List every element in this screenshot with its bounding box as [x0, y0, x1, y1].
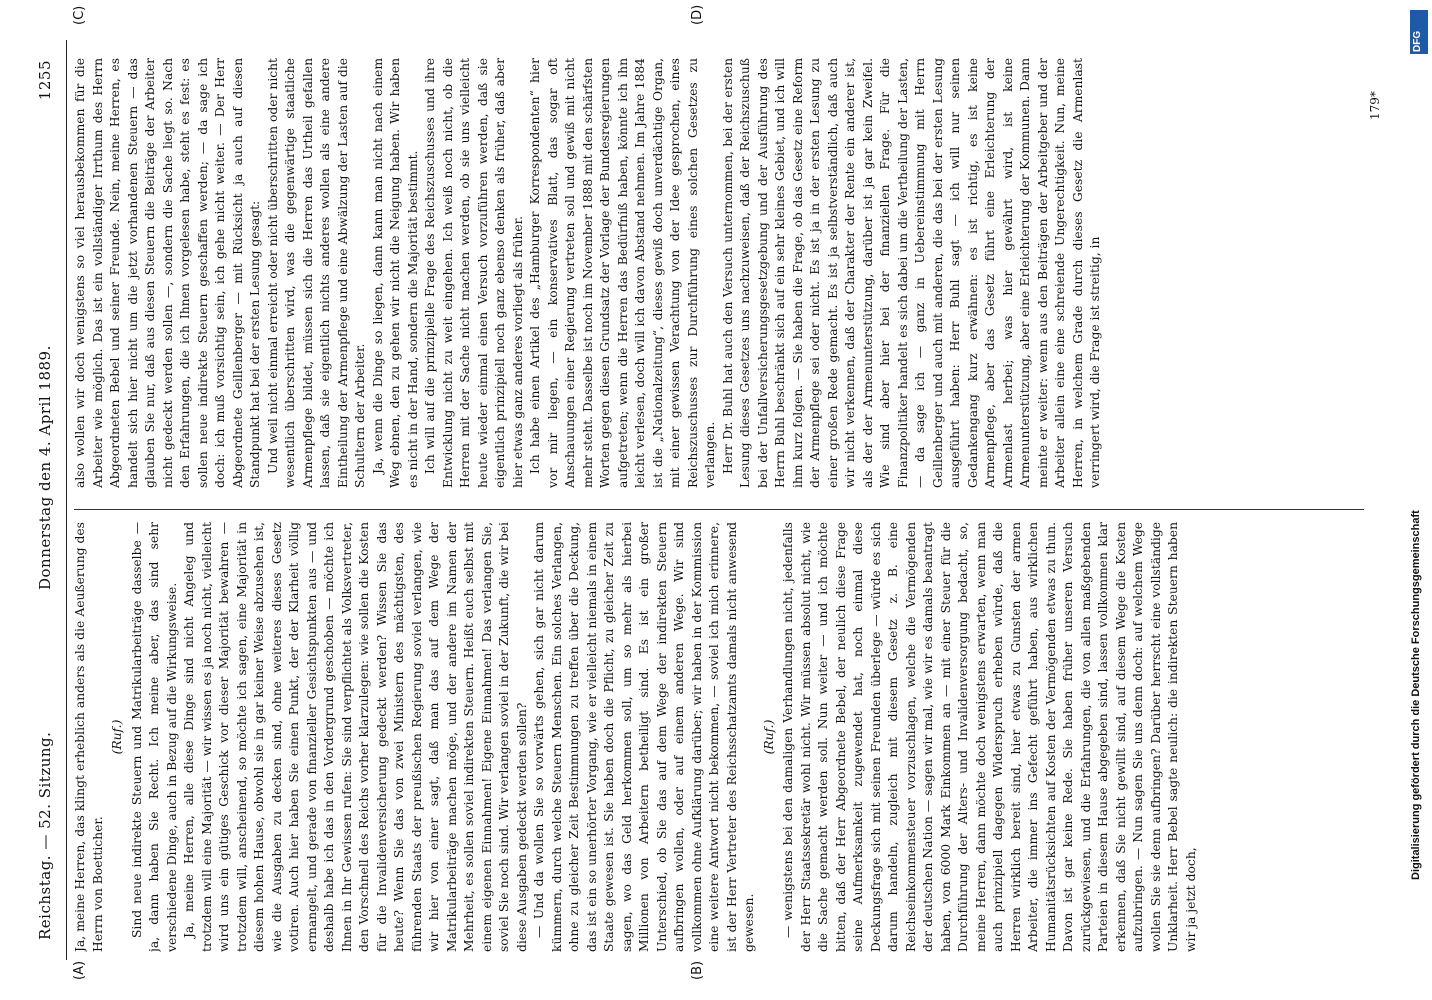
interjection: (Ruf.): [761, 719, 776, 755]
margin-marker-a: (A): [72, 960, 87, 980]
paragraph: — Und da wollen Sie so vorwärts gehen, sich gar nicht darum kümmern, durch welche Steuern Menschen. Ein solches Verlangen, ohne zu gleicher Zeit Bestimmungen zu treffen über die Deckung, das ist ein so unerhörter Vorgang, wie er vielleicht niemals in einem Staate gewesen ist. Sie haben doch die Pflicht, zu gleicher Zeit zu sagen, wo das Geld herkommen soll, um so mehr als hierbei Millionen von Arbeitern betheiligt sind. Es ist ein großer Unterschied, ob Sie das auf dem Wege der indirekten Steuern aufbringen wollen, oder auf einem anderen Wege. Wir sind vollkommen ohne Aufklärung darüber; wir haben in der Kommission eine weitere Antwort nicht bekommen, — soviel ich mich erinnere, ist der Herr Vertreter des Reichsschatzamts damals nicht anwesend gewesen.: [532, 522, 756, 952]
digitization-credit: [1410, 120, 1426, 880]
page-number: 1255: [36, 60, 54, 101]
paragraph: also wollen wir doch wenigstens so viel herausbekommen für die Arbeiter wie möglich. Das ist ein vollständiger Irrthum des Herrn Abgeordneten Bebel und seiner Freunde. Nein, meine Herren, es handelt sich hier nicht um die jetzt vorhandenen Steuern — das glauben Sie nur, daß aus diesen Steuern die Beiträge der Arbeiter nicht gedeckt werden sollen —, sondern die Sache liegt so. Nach den Erfahrungen, die ich Ihnen vorgelesen habe, steht es fest: es sollen neue indirekte Steuern geschaffen werden; — da sage ich doch: ich muß vorsichtig sein, ich gehe nicht weiter. — Der Herr Abgeordnete Geillenberger — mit Rücksicht ja auch auf diesen Standpunkt hat bei der ersten Lesung gesagt:: [73, 58, 262, 488]
margin-marker-b: (B): [690, 960, 705, 980]
left-column: [72, 522, 1362, 952]
paragraph: Ja, meine Herren, alle diese Dinge sind nicht Angeleg und trotzdem will eine Majorität — wir wissen es ja noch nicht, vielleicht wird uns ein gütiges Geschick vor dieser Majorität bewahren — trotzdem will, anscheinend, so möchte ich sagen, eine Majorität in diesem hohen Hause, obwohl sie in gar keiner Weise abzusehen ist, wie die Ausgaben zu decken sind, ohne weiteres dieses Gesetz votiren. Auch hier haben Sie einen Punkt, der der Klarheit völlig ermangelt, und gerade von finanzieller Gesichtspunkten aus — und deshalb habe ich das in den Vordergrund geschoben — möchte ich Ihnen in Ihr Gewissen rufen: Sie sind verpflichtet als Volksvertreter, den Vorschnell des Reichs vorher klarzulegen: wie sollen die Kosten für die Invalidenversicherung gedeckt werden? Wissen Sie das heute? Wenn Sie das von zwei Ministern des mächtigsten, des führenden Staats der preußischen Regierung soviel verlangen, wie wir hier von einer sagt, daß man das auf dem Wege der Matrikularbeiträge machen möge, und der andere im Namen der Mehrheit, es sollen soviel indirekten Steuern. Heißt euch selbst mit einem eigenen Einnahmen! Eigene Einnahmen! Das verlangen Sie, soviel Sie noch sind. Wir verlangen soviel in der Zukunft, die wir bei diese Ausgaben gedeckt werden sollen?: [182, 522, 529, 952]
paragraph: Sind neue indirekte Steuern und Matrikularbeiträge dasselbe — ja, dann haben Sie Recht. Ich meine aber, das sind sehr verschiedene Dinge, auch in Bezug auf die Wirkungsweise.: [129, 522, 179, 952]
paragraph: Ich habe einen Artikel des „Hamburger Korrespondenten“ hier vor mir liegen, — ein konservatives Blatt, das sogar oft Anschauungen einer Regierung vertreten soll und gewiß mit nicht mehr steht. Dasselbe ist noch im November 1888 mit den schärfsten Worten gegen diesen Grundsatz der Vorlage der Bundesregierungen aufgetreten; wenn die Herren das Bedürfniß haben, könnte ich ihn leicht verlesen, doch will ich davon Abstand nehmen. Im Jahre 1884 ist die „Nationalzeitung“, dieses gewiß doch unverdächtige Organ, mit einer gewissen Verachtung von der Idee gesprochen, eines Reichszuschusses zur Durchführung eines solchen Gesetzes zu verlangen.: [528, 58, 717, 488]
header-left: Reichstag. — 52. Sitzung.: [36, 731, 54, 940]
margin-marker-c: (C): [72, 5, 87, 25]
margin-marker-d: (D): [690, 4, 705, 25]
paragraph: Ich will auf die prinzipielle Frage des Reichszuschusses und ihre Entwicklung nicht zu weit eingehen. Ich weiß noch nicht, ob die Herren mit der Sache nicht machen werden, ob sie uns vielleicht heute wieder einmal einen Versuch vorzuführen werden, daß sie eigentlich prinzipiell noch ganz ebenso denken als früher, daß aber hier etwas ganz anderes vorliegt als früher.: [423, 58, 525, 488]
header-rule: [66, 40, 67, 960]
paragraph: Ja, wenn die Dinge so liegen, dann kann man nicht nach einem Weg ebnen, den zu gehen wir nicht die Neigung haben. Wir haben es nicht in der Hand, sondern die Majorität bestimmt.: [370, 58, 420, 488]
paragraph: Ja, meine Herren, das klingt erheblich anders als die Aeußerung des Herrn von Boetticher.: [73, 522, 105, 952]
header-date: Donnerstag den 4. April 1889.: [36, 345, 54, 590]
paragraph: Herr Dr. Buhl hat auch den Versuch unternommen, bei der ersten Lesung dieses Gesetzes uns nachzuweisen, daß der Reichszuschuß bei der Unfallversicherungsgesetzgebung und der Ausführung des Herrn Buhl beschränkt sich auf ein sehr kleines Gebiet, und ich will ihm kurz folgen. — Sie haben die Frage, ob das Gesetz eine Reform der Armenpflege sei oder nicht. Es ist ja in der ersten Lesung zu einer großen Rede gemacht. Es ist ja selbstverständlich, daß auch wir nicht verkennen, daß der Charakter der Rente ein anderer ist, als der der Armenunterstützung, darüber ist ja gar kein Zweifel. Wie sind aber hier bei der finanziellen Frage. Für die Finanzpolitiker handelt es sich dabei um die Vertheilung der Lasten, — da sage ich — ganz in Uebereinstimmung mit Herrn Geillenberger und auch mit anderen, die das bei der ersten Lesung ausgeführt haben: Herr Buhl sagt — ich will nur seinen Gedankengang kurz erwähnen: es ist richtig, es ist keine Armenpflege, aber das Gesetz führt eine Erleichterung der Armenlast herbei; was hier gewährt wird, ist keine Armenunterstützung, aber eine Erleichterung der Kommunen. Dann meinte er weiter: wenn aus den Beiträgen der Arbeitgeber und der Arbeiter allein eine eine schreiende Ungerechtigkeit. Nun, meine Herren, in welchem Grade durch dieses Gesetz die Armenlast verringert wird, die Frage ist streitig, in: [720, 58, 1102, 488]
right-column: [72, 58, 1362, 488]
column-divider: [74, 509, 1364, 510]
signature-number: 179*: [1368, 91, 1382, 120]
credit-text: Digitalisierung gefördert durch die Deutsche Forschungsgemeinschaft: [1410, 510, 1422, 880]
interjection: (Ruf.): [110, 719, 124, 755]
dfg-logo: [1410, 10, 1428, 54]
paragraph: — wenigstens bei den damaligen Verhandlungen nicht, jedenfalls der Herr Staatssekretär wohl nicht. Wir müssen absolut nicht, wie die Sache gemacht werden soll. Nun weiter — und ich möchte bitten, daß der Herr Abgeordnete Bebel, der neulich diese Frage seine Aufmerksamkeit zugewendet hat, noch einmal diese Deckungsfrage sich mit seinen Freunden überlege — würde es sich darum handeln, zugleich mit diesem Gesetz z. B. eine Reichseinkommensteuer vorzuschlagen, welche die Vermögenden der deutschen Nation — sagen wir mal, wie wir es damals beantragt haben, von 6000 Mark Einkommen an — mit einer Steuer für die Durchführung der Alters- und Invalidenversorgung bedacht, so, meine Herren, dann möchte doch wenigstens erwarten, wenn man auch prinzipiell dagegen Widerspruch erheben würde, daß die Herren wirklich bereit sind, hier etwas zu Gunsten der armen Arbeiter, die immer ins Gefecht geführt haben, aus wirklichen Humanitätsrücksichten auf Kosten der Vermögenden etwas zu thun. Davon ist gar keine Rede. Sie haben früher unseren Versuch zurückgewiesen, und die Erfahrungen, die von allen maßgebenden Parteien in diesem Hause abgegeben sind, lassen vollkommen klar erkennen, daß Sie nicht gewillt sind, auf diesem Wege die Kosten aufzubringen. — Nun sagen Sie uns denn doch: auf welchem Wege wollen Sie sie denn aufbringen? Darüber herrscht eine vollständige Unklarheit. Herr Bebel sagte neulich: die indirekten Steuern haben wir ja jetzt doch,: [781, 522, 1198, 952]
quotation: Und weil nicht einmal erreicht oder nicht überschritten oder nicht wesentlich überschritten wird, was die gegenwärtige staatliche Armenpflege bildet, müssen sich die Herren das Urtheil gefallen lassen, daß sie eigentlich nichts anderes wollen als eine andere Eintheilung der Armenpflege und eine Abwälzung der Lasten auf die Schultern der Arbeiter.: [265, 58, 367, 488]
dfg-logo-text: DFG: [1412, 30, 1423, 52]
running-header: [36, 60, 60, 940]
